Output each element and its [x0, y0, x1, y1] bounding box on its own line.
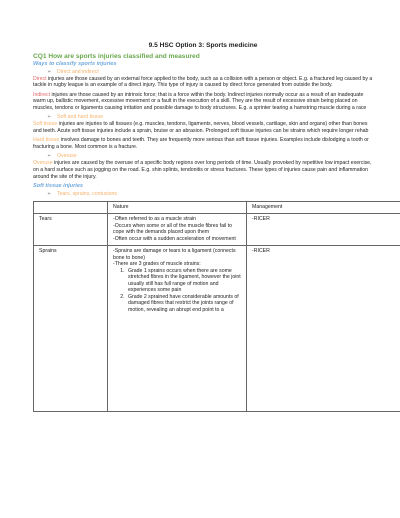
- arrow-bullet-icon: ➢: [47, 190, 52, 197]
- document-title: 9.5 HSC Option 3: Sports medicine: [148, 42, 258, 49]
- table-cell-nature: -Often referred to as a muscle strain -Occurs when some or all of the muscle fibres fail to cope with the demands placed upon them -Often occur with a sudden acceleration of movement: [108, 214, 247, 246]
- overuse-term: Overuse: [33, 160, 53, 167]
- table-header-row: [34, 201, 400, 214]
- table-header-management: Management: [247, 201, 400, 214]
- ways-heading: Ways to classify sports injuries: [33, 61, 117, 67]
- soft-tissue-term: Soft tissue: [33, 121, 58, 128]
- hard-tissue-term: Hard tissue: [33, 137, 60, 144]
- bullet-label: Tears, sprains, contusions: [57, 190, 117, 197]
- indirect-term: Indirect: [33, 91, 51, 98]
- table-cell-name: Tears: [34, 214, 108, 246]
- indirect-paragraph: [33, 92, 373, 112]
- bullet-tears-sprains: [33, 191, 373, 198]
- table-cell-nature: [108, 246, 247, 412]
- bullet-soft-hard: [33, 114, 373, 121]
- bullet-label: Overuse: [57, 153, 77, 160]
- arrow-bullet-icon: ➢: [47, 68, 52, 75]
- hard-tissue-text: involves damage to bones and teeth. They are frequently more serious than soft tissue injuries. Examples include dislodging a tooth or fracturing a bone. Most common is a fracture.: [33, 137, 369, 150]
- sprain-grades-list: [113, 268, 241, 314]
- table-row-sprains: [34, 246, 400, 412]
- table-header-nature: Nature: [108, 201, 247, 214]
- table-header-blank: [34, 201, 108, 214]
- list-item: 1. Grade 1 sprains occurs when there are some stretched fibres in the ligament, however the joint usually still has full range of motion and experiences some pain: [126, 268, 241, 294]
- list-item: 2. Grade 2 sprained have considerable amounts of damaged fibres that restrict the joints range of motion, revealing an abrupt end point to a: [126, 294, 241, 314]
- cq1-heading: CQ1 How are sports injuries classified and measured: [33, 53, 200, 60]
- direct-text: injuries are those caused by an external force applied to the body, such as a collision with a person or object. E.g. a fractured leg caused by a tackle in rugby league is an example of a direct injury. This type of injury is caused by direct force generated from outside the body.: [33, 75, 373, 89]
- bullet-label: Direct and indirect: [57, 68, 99, 75]
- soft-tissue-injuries-heading: Soft tissue injuries: [33, 183, 84, 190]
- table-cell-name: Sprains: [34, 246, 108, 412]
- overuse-paragraph: [33, 160, 373, 180]
- injury-table: [33, 201, 400, 413]
- indirect-text: injuries are those caused by an intrinsic force; that is a force within the body. Indirect injuries normally occur as a result of an inadequate warm up, ballistic movement, excessive movement or a fault in the execution of a skill. They are the result of excessive strain being placed on muscles, tendons or ligaments causing irritation and possible damage to body structures. E.g. a sprinter tearing a hamstring muscle during a race: [33, 91, 367, 111]
- table-cell-management: -RICER: [247, 246, 400, 412]
- overuse-text: injuries are caused by the overuse of a specific body regions over long periods of time. Usually provoked by repetitive low impact exercise, on a hard surface such as jogging on the road. E.g. shin splints, tendonitis or stress fractures. These types of injuries cause pain and inflammation around the site of the injury.: [33, 160, 372, 180]
- table-row-tears: [34, 214, 400, 246]
- bullet-overuse: [33, 153, 373, 160]
- direct-term: Direct: [33, 75, 47, 82]
- soft-tissue-text: injuries are injuries to all tissues (e.g. muscles, tendons, ligaments, nerves, blood vessels, cartilage, skin and organs) other than bones and teeth. Acute soft tissue injuries include a sprain, bruise or an abrasion. Prolonged soft tissue injuries can be strains which require longer rehab: [33, 121, 369, 134]
- bullet-direct-indirect: [33, 69, 373, 76]
- hard-tissue-paragraph: [33, 137, 373, 150]
- direct-paragraph: [33, 76, 373, 89]
- bullet-label: Soft and hard tissue: [57, 114, 104, 121]
- arrow-bullet-icon: ➢: [47, 114, 52, 121]
- arrow-bullet-icon: ➢: [47, 153, 52, 160]
- sprains-intro: -Sprains are damage or tears to a ligament (connects bone to bone) -There are 3 grades of muscle strains:: [113, 248, 236, 268]
- table-cell-management: -RICER: [247, 214, 400, 246]
- soft-tissue-paragraph: [33, 121, 373, 134]
- document-content: [33, 41, 373, 412]
